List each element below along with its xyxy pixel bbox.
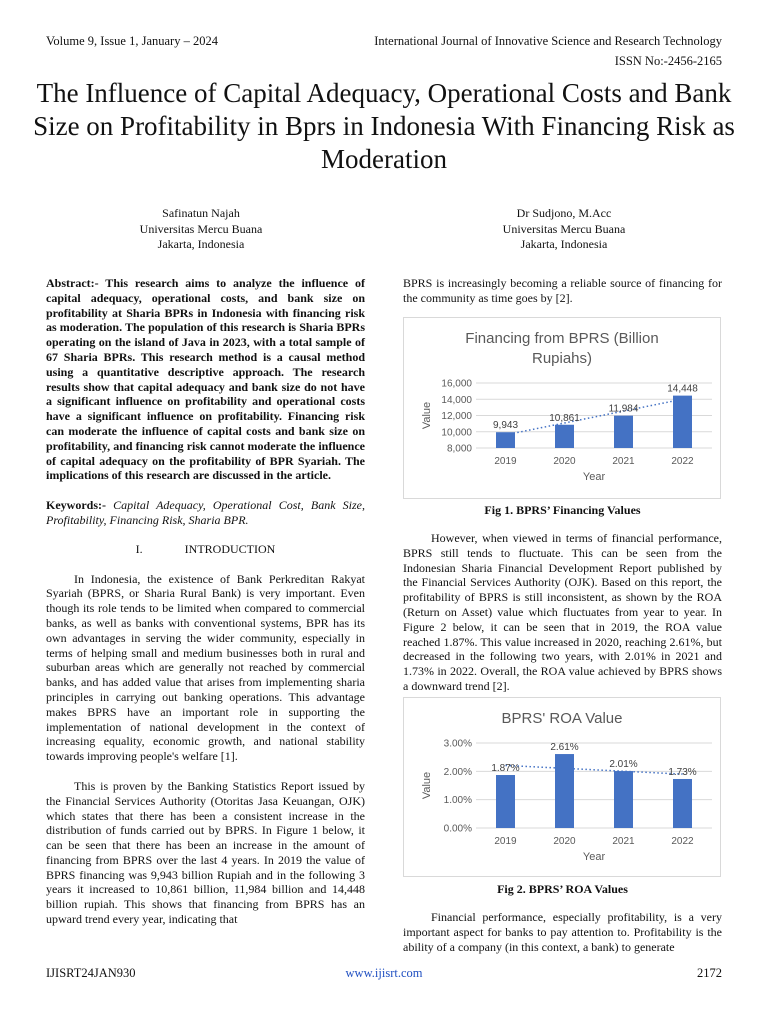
data-label: 14,448 — [667, 383, 698, 395]
x-axis-title: Year — [582, 851, 606, 863]
paper-title: The Influence of Capital Adequacy, Operational Costs and Bank Size on Profitability in Bprs in Indonesia With Financing Risk as Moderation — [33, 78, 735, 174]
y-axis-title: Value — [421, 771, 433, 800]
data-label: 2.01% — [609, 759, 638, 771]
journal-url-link[interactable]: www.ijisrt.com — [345, 966, 423, 980]
y-tick-label: 1.00% — [443, 795, 472, 807]
bar — [555, 425, 574, 448]
keywords-text: Capital Adequacy, Operational Cost, Bank Size, Profitability, Financing Risk, Sharia BPR. — [46, 498, 366, 527]
figure-2-caption: Fig 2. BPRS’ ROA Values — [497, 882, 628, 896]
journal-name: International Journal of Innovative Science and Research Technology — [374, 34, 722, 48]
author-name: Dr Sudjono, M.Acc — [516, 206, 612, 220]
paragraph: BPRS is increasingly becoming a reliable source of financing for the community as time goes by [2]. — [403, 276, 722, 305]
y-tick-label: 16,000 — [441, 378, 472, 390]
data-label: 1.87% — [491, 763, 520, 775]
y-tick-label: 10,000 — [441, 427, 472, 439]
paragraph — [403, 531, 722, 694]
chart-title: BPRS' ROA Value — [501, 710, 623, 727]
y-tick-label: 12,000 — [441, 411, 472, 422]
data-label: 11,984 — [608, 403, 639, 415]
trendline — [506, 399, 683, 435]
author-name: Safinatun Najah — [162, 206, 240, 220]
y-tick-label: 0.00% — [443, 823, 472, 835]
data-label: 1.73% — [668, 766, 697, 778]
x-tick-label: 2021 — [612, 836, 635, 847]
bar — [614, 771, 633, 828]
author-location: Jakarta, Indonesia — [520, 237, 608, 251]
keywords — [46, 498, 365, 528]
author-location: Jakarta, Indonesia — [157, 237, 245, 251]
x-tick-label: 2022 — [671, 836, 694, 847]
figure-2-chart — [403, 697, 721, 877]
bar — [555, 754, 574, 828]
y-tick-label: 2.00% — [443, 766, 472, 778]
x-axis-title: Year — [582, 471, 606, 483]
data-label: 2.61% — [550, 742, 579, 754]
paragraph: In Indonesia, the existence of Bank Perkreditan Rakyat Syariah (BPRS, or Sharia Rural Bank) is very important. Even though its role tends to be limited when compared to commercial banks, as well as banks with conventional systems, BPR has its own advantages in serving the wider community, especially in terms of helping small and medium businesses both in rural and suburban areas which are generally not reached by commercial banks, and has added value that arises from implementing sharia principles in carrying out banking operations. This advantage makes BPRS have an important role in supporting the implementation of national development in the context of increasing equality, economic growth, and national stability towards improving people's welfare [1]. — [46, 571, 365, 764]
x-tick-label: 2019 — [494, 836, 517, 847]
bar — [673, 396, 692, 448]
author-affiliation: Universitas Mercu Buana — [139, 221, 263, 236]
paragraph-text: Financial performance, especially profitability, is a very important aspect for banks to pay attention to. Profitability is the ability of a company (in this context, a bank) to generate — [403, 910, 722, 954]
trendline — [506, 765, 683, 774]
left-column — [46, 276, 365, 927]
x-tick-label: 2020 — [553, 836, 576, 847]
roa-bar-chart — [404, 698, 720, 876]
y-axis-title: Value — [421, 401, 433, 430]
bar — [673, 779, 692, 828]
x-tick-label: 2022 — [671, 456, 694, 467]
author-affiliation: Universitas Mercu Buana — [502, 221, 626, 236]
page-number: 2172 — [697, 966, 722, 980]
volume-info: Volume 9, Issue 1, January – 2024 — [46, 34, 218, 48]
chart-title: Financing from BPRS (Billion — [465, 330, 659, 347]
chart-title: Rupiahs) — [531, 350, 593, 367]
section-heading — [46, 542, 365, 557]
keywords-label: Keywords:- — [46, 498, 106, 513]
y-tick-label: 3.00% — [443, 738, 472, 750]
paragraph: This is proven by the Banking Statistics Report issued by the Financial Services Authority (Otoritas Jasa Keuangan, OJK) which states that there has been a consistent increase in the distribution of funds carried out by BPRS. In Figure 1 below, it can be seen that there has been an increase in the amount of financing from BPRS over the last 4 years. In 2019 the value of BPRS financing was 9,943 billion Rupiah and in the following 3 years it increased to 10,861 billion, 11,984 billion and 14,448 billion rupiah. This shows that financing from BPRS has an upward trend every year, indicating that — [46, 778, 365, 927]
x-tick-label: 2020 — [553, 456, 576, 467]
paragraph-text: However, when viewed in terms of financial performance, BPRS still tends to fluctuate. This can be seen from the Indonesian Sharia Financial Development Report published by the Financial Services Authority (OJK). Based on this report, the profitability of BPRS is still inconsistent, as shown by the ROA (Return on Asset) value which fluctuates from year to year. In Figure 2 below, it can be seen that in 2019, the ROA value reached 1.87%. This value increased in 2020, reaching 2.61%, but decreased in the following two years, with 2.01% in 2021 and 1.73% in 2022. Overall, the ROA value achieved by BPRS shows a downward trend [2]. — [403, 531, 722, 693]
figure-1-caption: Fig 1. BPRS’ Financing Values — [484, 503, 641, 517]
figure-1-chart — [403, 317, 721, 499]
paragraph — [403, 910, 722, 954]
data-label: 10,861 — [549, 412, 580, 424]
y-tick-label: 8,000 — [446, 443, 472, 455]
issn: ISSN No:-2456-2165 — [614, 54, 722, 68]
article-code: IJISRT24JAN930 — [46, 966, 136, 980]
data-label: 9,943 — [492, 420, 519, 432]
x-tick-label: 2019 — [494, 456, 517, 467]
section-number: I. — [135, 541, 143, 556]
section-title: INTRODUCTION — [184, 541, 276, 556]
bar — [496, 775, 515, 828]
x-tick-label: 2021 — [612, 456, 635, 467]
abstract: Abstract:- This research aims to analyze the influence of capital adequacy, operational costs, and bank size on profitability at Sharia BPRs in Indonesia with financing risk as moderation. The population of this research is Sharia BPRs operating on the island of Java in 2023, with a total sample of 67 Sharia BPRs. This research method is a causal method using a quantitative descriptive approach. The research results show that capital adequacy and bank size do not have a significant influence on profitability and operational costs have a significant influence on profitability. Financing risk can moderate the influence of capital costs and bank size on profitability, and financing risk cannot moderate the influence of capital adequacy on the profitability of BPR Syariah. The implications of this research are discussed in the article. — [46, 276, 365, 483]
author-block-1 — [96, 206, 306, 253]
y-tick-label: 14,000 — [441, 394, 472, 406]
financing-bar-chart — [404, 318, 720, 498]
author-block-2 — [456, 206, 672, 253]
bar — [614, 416, 633, 448]
